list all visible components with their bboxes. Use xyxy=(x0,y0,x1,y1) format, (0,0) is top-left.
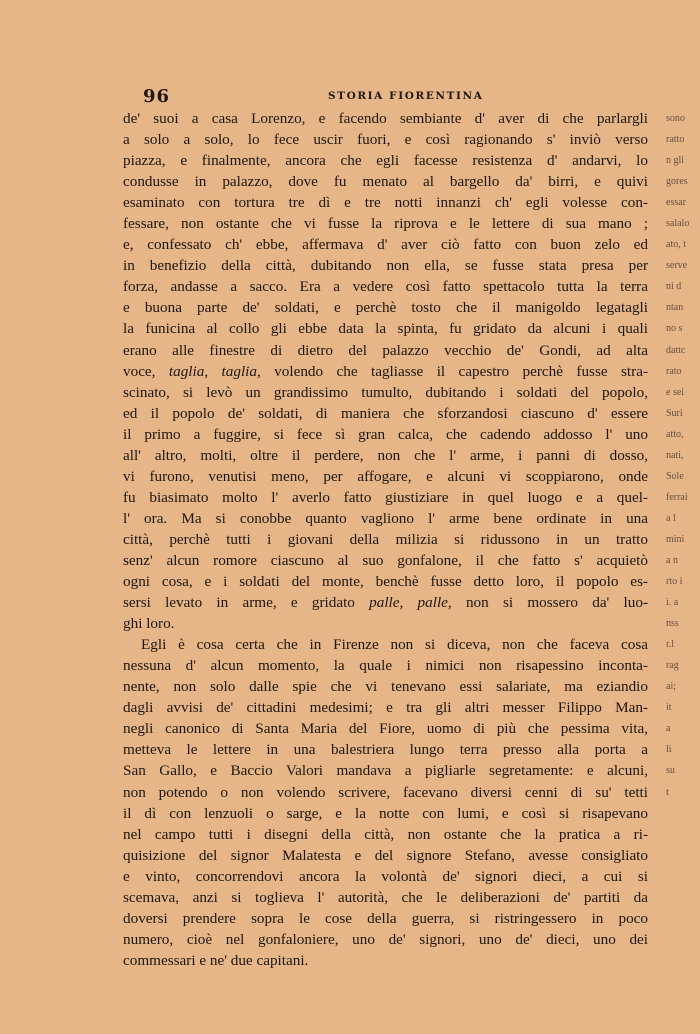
text-line: dagli avvisi de' cittadini medesimi; e tra gli altri messer Filippo Man- xyxy=(123,699,648,717)
bleed-fragment xyxy=(666,887,700,908)
bleed-fragment: a l xyxy=(666,512,676,524)
text-line: ed il popolo de' soldati, di maniera che sforzandosi ciascuno d' essere xyxy=(123,404,648,422)
bleed-fragment: mini xyxy=(666,533,685,545)
text-line: fessare, non ostante che vi fusse la riprova e le lettere di sua mano ; xyxy=(123,215,648,233)
bleed-fragment: su xyxy=(666,765,675,777)
bleed-fragment: gores xyxy=(666,176,688,188)
text-line: numero, cioè nel gonfaloniere, uno de' signori, uno de' dieci, uno dei xyxy=(123,930,648,948)
bleed-fragment xyxy=(666,908,700,929)
text-line: ghi loro. xyxy=(123,615,175,633)
paragraph xyxy=(123,634,648,971)
bleed-fragment: rato xyxy=(666,365,682,377)
running-title: STORIA FIORENTINA xyxy=(328,90,484,102)
body-text xyxy=(123,108,648,971)
text-line: il primo a fuggire, si fece sì gran calca, che cadendo addosso l' uno xyxy=(123,425,648,443)
bleed-fragment: nss xyxy=(666,618,679,630)
text-line: scinato, si levò un grandissimo tumulto, dubitando i soldati del popolo, xyxy=(123,383,648,401)
bleed-fragment: salalo xyxy=(666,218,690,230)
text-line: metteva le lettere in una balestriera lungo terra presso alla porta a xyxy=(123,741,648,759)
bleed-fragment xyxy=(666,845,700,866)
bleed-fragment: n gli xyxy=(666,155,685,167)
bleed-fragment: a n xyxy=(666,554,678,566)
text-line: non potendo o non volendo scrivere, facevano diversi cenni di su' tetti xyxy=(123,783,648,801)
bleed-fragment: it xyxy=(666,702,672,714)
text-line: città, perchè tutti i giovani della milizia si ridussono in un tratto xyxy=(123,530,648,548)
bleed-fragment: r.l xyxy=(666,639,675,651)
text-line: senz' alcun romore ciascuno al suo gonfalone, il che fatto s' acquietò xyxy=(123,551,648,569)
text-line: piazza, e finalmente, ancora che egli facesse resistenza d' andarvi, lo xyxy=(123,152,648,170)
bleed-fragment: Sole xyxy=(666,470,684,482)
bleed-fragment: ratto xyxy=(666,134,685,146)
text-line: nessuna d' alcun momento, la quale i nimici non risapessino inconta- xyxy=(123,657,648,675)
text-line: sersi levato in arme, e gridato palle, palle, non si mossero da' luo- xyxy=(123,594,648,612)
bleed-fragment xyxy=(666,824,700,845)
text-line: la funicina al collo gli ebbe data la spinta, fu gridato da alcuni i quali xyxy=(123,320,648,338)
page-number: 96 xyxy=(143,86,171,107)
bleed-fragment: ni d xyxy=(666,281,682,293)
bleed-fragment: ferrai xyxy=(666,491,688,503)
bleed-fragment: li xyxy=(666,744,672,756)
bleed-fragment: dattc xyxy=(666,344,686,356)
text-line: a solo a solo, lo fece uscir fuori, e così ragionando s' inviò verso xyxy=(123,131,648,149)
text-line: il dì con lenzuoli o sarge, e la notte con lumi, e così si risapevano xyxy=(123,804,648,822)
text-line: commessari e ne' due capitani. xyxy=(123,951,309,969)
text-line: voce, taglia, taglia, volendo che tagliasse il capestro perchè fusse stra- xyxy=(123,362,648,380)
bleed-fragment: rag xyxy=(666,660,679,672)
text-line: e buona parte de' soldati, e perchè tosto che il manigoldo legatagli xyxy=(123,299,648,317)
bleed-fragment: rto i xyxy=(666,576,683,588)
bleed-fragment: sono xyxy=(666,113,685,124)
bleed-fragment: Suri xyxy=(666,407,683,419)
text-line: negli canonico di Santa Maria del Fiore, uomo di più che pessima vita, xyxy=(123,720,648,738)
text-line: in benefizio della città, dubitando non ella, se fusse stata presa per xyxy=(123,257,648,275)
bleed-fragment: ntan xyxy=(666,302,684,314)
text-line: forza, andasse a sacco. Era a vedere così fatto spettacolo tutta la terra xyxy=(123,278,648,296)
bleed-fragment xyxy=(666,929,700,950)
text-line: de' suoi a casa Lorenzo, e facendo sembiante d' aver di che parlargli xyxy=(123,110,648,127)
text-line: e vinto, concorrendovi ancora la volontà de' signori dieci, a cui si xyxy=(123,867,648,885)
bleed-fragment: ato, t xyxy=(666,239,686,251)
text-line: San Gallo, e Baccio Valori mandava a pigliarle segretamente: e alcuni, xyxy=(123,762,648,780)
bleed-fragment: a xyxy=(666,723,671,735)
text-line: erano alle finestre di dietro del palazzo vecchio de' Gondi, ad alta xyxy=(123,341,648,359)
bleed-fragment: nati, xyxy=(666,449,684,461)
bleed-fragment: i. a xyxy=(666,597,679,609)
text-line: doversi prendere sopra le cose della guerra, si ristringessero in poco xyxy=(123,909,648,927)
text-line: l' ora. Ma si conobbe quanto vagliono l' arme bene ordinate in una xyxy=(123,509,648,527)
bleed-fragment: essar xyxy=(666,197,686,209)
bleed-fragment: ai; xyxy=(666,681,676,693)
text-line: vi furono, venutisi meno, per affogare, e alcuni vi scoppiarono, onde xyxy=(123,467,648,485)
text-line: fu biasimato molto l' averlo fatto giustiziare in quel luogo e a quel- xyxy=(123,488,648,506)
bleed-fragment: serve xyxy=(666,260,688,272)
page-header xyxy=(143,86,648,108)
bleed-fragment xyxy=(666,803,700,824)
text-line: e, confessato ch' ebbe, affermava d' aver ciò fatto con buon zelo ed xyxy=(123,236,648,254)
text-line: scemava, anzi si toglieva l' autorità, che le deliberazioni de' partiti da xyxy=(123,888,648,906)
bleed-fragment: t xyxy=(666,786,669,798)
bleed-fragment xyxy=(666,866,700,887)
bleed-fragment: e sei xyxy=(666,386,685,398)
facing-page-bleed xyxy=(666,108,700,950)
text-line: condusse in palazzo, dove fu menato al bargello da' birri, e quivi xyxy=(123,173,648,191)
text-line: nente, non solo dalle spie che vi tenevano essi salariate, ma eziandio xyxy=(123,678,648,696)
bleed-fragment: no s xyxy=(666,323,683,335)
text-line: all' altro, molti, oltre il perdere, non che l' arme, i panni di dosso, xyxy=(123,446,648,464)
text-line: ogni cosa, e i soldati del monte, benchè fusse detto loro, il popolo es- xyxy=(123,573,648,591)
text-line: esaminato con tortura tre dì e tre notti innanzi ch' egli volesse con- xyxy=(123,194,648,212)
bleed-fragment: atto, xyxy=(666,428,684,440)
text-line: quisizione del signor Malatesta e del signore Stefano, avesse consigliato xyxy=(123,846,648,864)
text-line: nel campo tutti i disegni della città, non ostante che la pratica a ri- xyxy=(123,825,648,843)
text-line: Egli è cosa certa che in Firenze non si diceva, non che faceva cosa xyxy=(141,636,648,654)
paragraph xyxy=(123,108,648,634)
